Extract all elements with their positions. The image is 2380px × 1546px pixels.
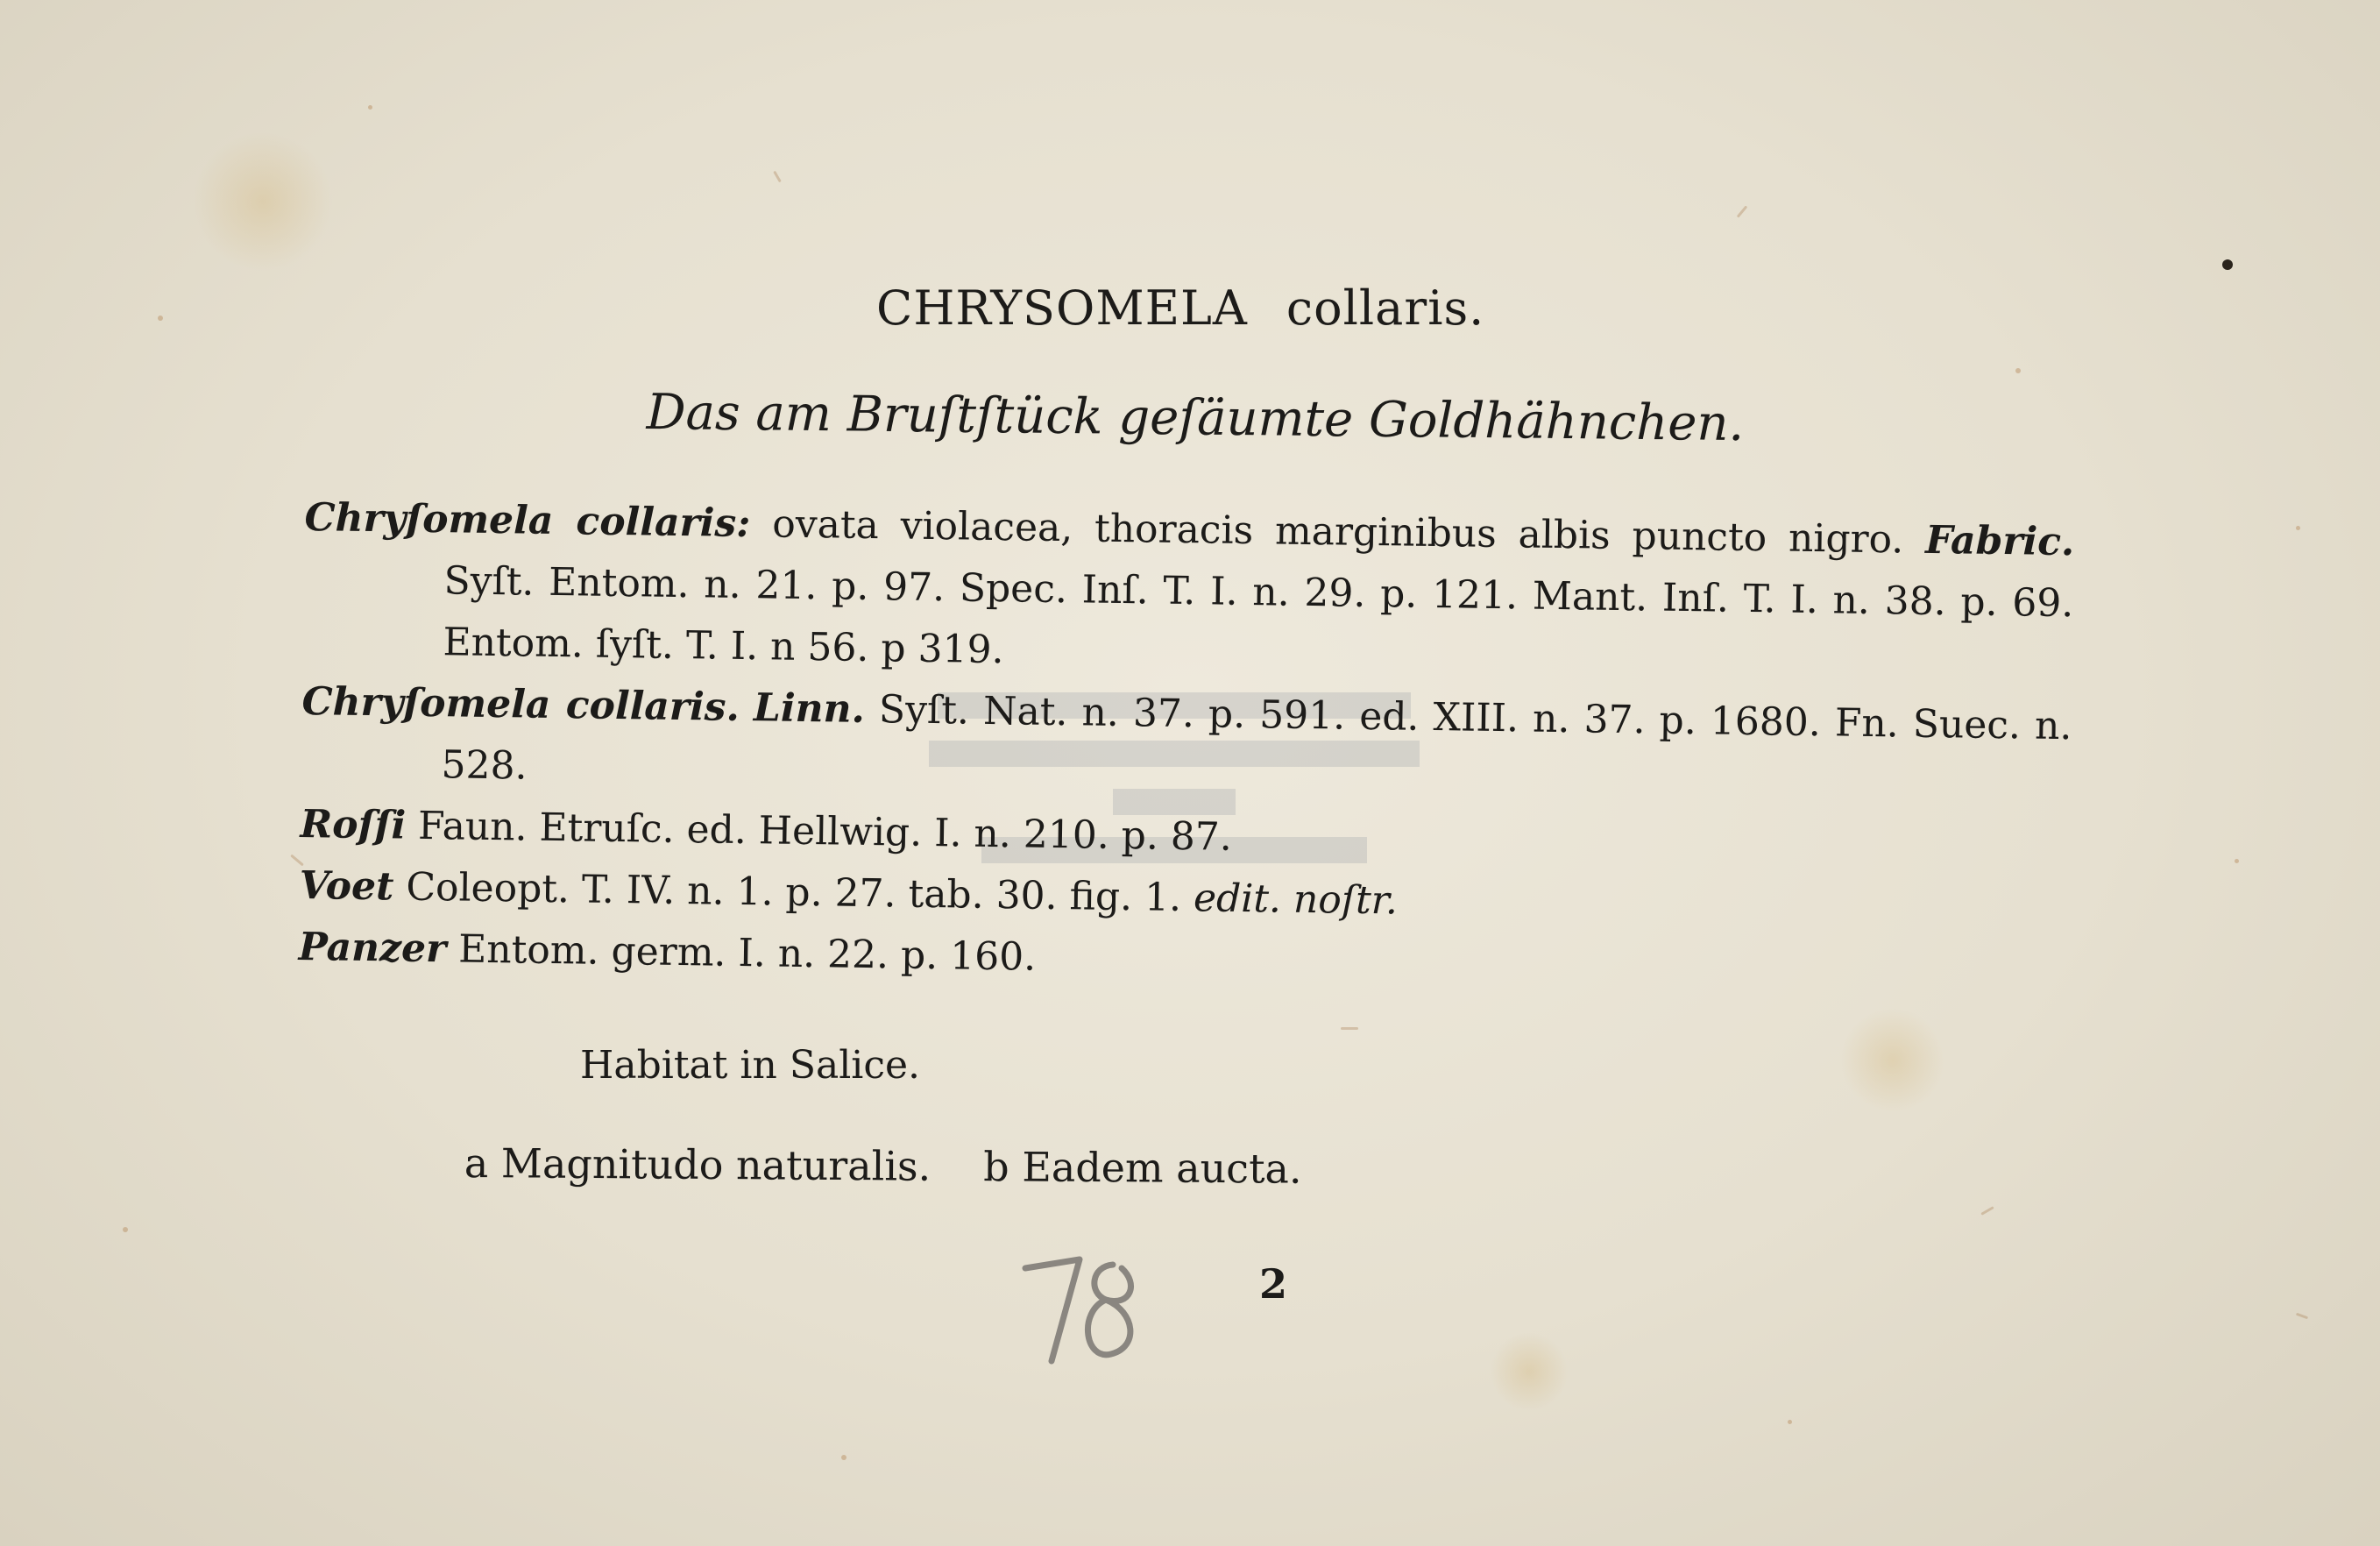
- reference-author: Chryſomela collaris.: [301, 678, 740, 730]
- paper-fleck: [773, 171, 782, 183]
- reference-text: Syſt. Nat. n. 37. p. 591. ed. XIII. n. 37. p. 1680. Fn. Suec. n. 528.: [441, 687, 2072, 789]
- legend-natural-size: a Magnitudo naturalis.: [464, 1139, 931, 1190]
- reference-text: Entom. germ. I. n. 22. p. 160.: [457, 926, 1037, 980]
- reference-author: Panzer: [298, 924, 447, 972]
- german-common-name: Das am Bruſtſtück geſäumte Goldhähnchen.: [646, 384, 1745, 453]
- genus-name: CHRYSOMELA: [876, 280, 1248, 336]
- species-title: [876, 280, 1484, 336]
- paper-speck: [2235, 859, 2239, 863]
- paper-speck: [123, 1227, 128, 1232]
- reference-entry: [302, 487, 2075, 696]
- species-name: collaris.: [1286, 280, 1485, 336]
- legend-enlarged: b Eadem aucta.: [983, 1143, 1302, 1193]
- reference-text: Syſt. Entom. n. 21. p. 97. Spec. Inſ. T. I. n. 29. p. 121. Mant. Inſ. T. I. n. 38. p. 69. Entom. ſyſt. T. I. n 56. p 319.: [443, 558, 2074, 673]
- paper-speck: [368, 105, 372, 110]
- reference-text: Faun. Etruſc. ed. Hellwig. I. n. 210. p. 87.: [417, 803, 1233, 860]
- handwritten-pencil-number: [1008, 1249, 1165, 1372]
- reference-note: edit. noſtr.: [1193, 876, 1399, 924]
- paper-fleck: [1980, 1206, 1994, 1216]
- reference-author: Chryſomela collaris:: [304, 494, 751, 547]
- paper-speck: [841, 1455, 846, 1460]
- reference-text: ovata violacea, thoracis marginibus albis puncto nigro.: [771, 501, 1904, 563]
- paper-stain: [1490, 1332, 1569, 1411]
- paper-speck: [2015, 368, 2021, 373]
- paper-fleck: [1341, 1027, 1358, 1030]
- paper-speck: [2296, 526, 2300, 530]
- paper-fleck: [1737, 205, 1748, 217]
- reference-author: Roſſi: [300, 801, 407, 848]
- page-number: 2: [1259, 1260, 1288, 1308]
- ink-dot: [2222, 259, 2233, 270]
- paper-fleck: [2296, 1313, 2308, 1320]
- paper-stain: [193, 131, 333, 272]
- reference-entry: [301, 671, 2072, 819]
- reference-author: Voet: [299, 862, 394, 910]
- habitat-line: Habitat in Salice.: [580, 1043, 921, 1088]
- reference-text: Coleopt. T. IV. n. 1. p. 27. tab. 30. fig. 1.: [406, 864, 1182, 921]
- synonymy-list: [298, 487, 2075, 1003]
- figure-legend: [464, 1139, 1302, 1193]
- reference-author: Fabric.: [1924, 517, 2075, 565]
- reference-author: Linn.: [753, 685, 866, 732]
- paper-speck: [158, 316, 163, 321]
- paper-stain: [1840, 1008, 1945, 1113]
- paper-speck: [1788, 1420, 1792, 1424]
